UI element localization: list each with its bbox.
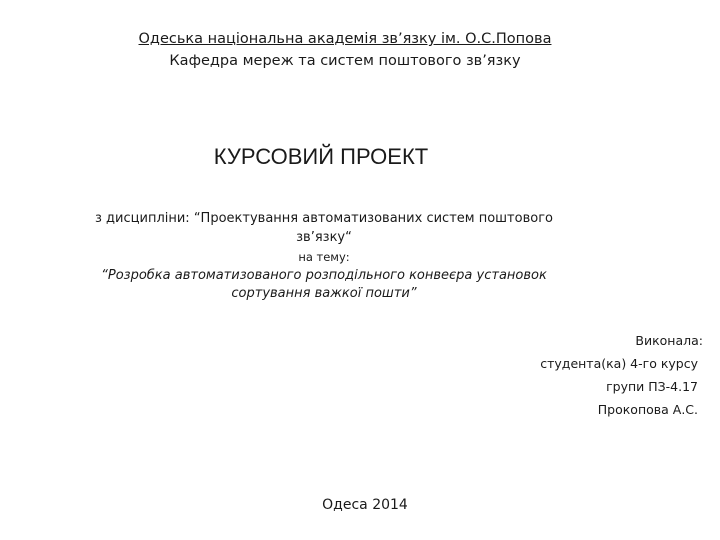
topic-line-1: “Розробка автоматизованого розподільного конвеєра установок bbox=[101, 268, 547, 283]
topic-label: на тему: bbox=[298, 250, 350, 264]
author-label: Виконала: bbox=[635, 333, 703, 348]
topic-line-2: сортування важкої пошти” bbox=[231, 286, 417, 301]
author-group: групи ПЗ-4.17 bbox=[606, 379, 698, 394]
department-name: Кафедра мереж та систем поштового зв’язку bbox=[169, 53, 521, 69]
document-title: КУРСОВИЙ ПРОЕКТ bbox=[213, 144, 429, 169]
institution-name: Одеська національна академія зв’язку ім. О.С.Попова bbox=[138, 31, 552, 47]
author-role: студента(ка) 4-го курсу bbox=[540, 356, 698, 371]
discipline-line-2: зв’язку“ bbox=[296, 230, 352, 245]
city-year: Одеса 2014 bbox=[322, 497, 408, 513]
author-name: Прокопова А.С. bbox=[597, 402, 698, 417]
discipline-line-1: з дисципліни: “Проектування автоматизованих систем поштового bbox=[95, 211, 553, 226]
